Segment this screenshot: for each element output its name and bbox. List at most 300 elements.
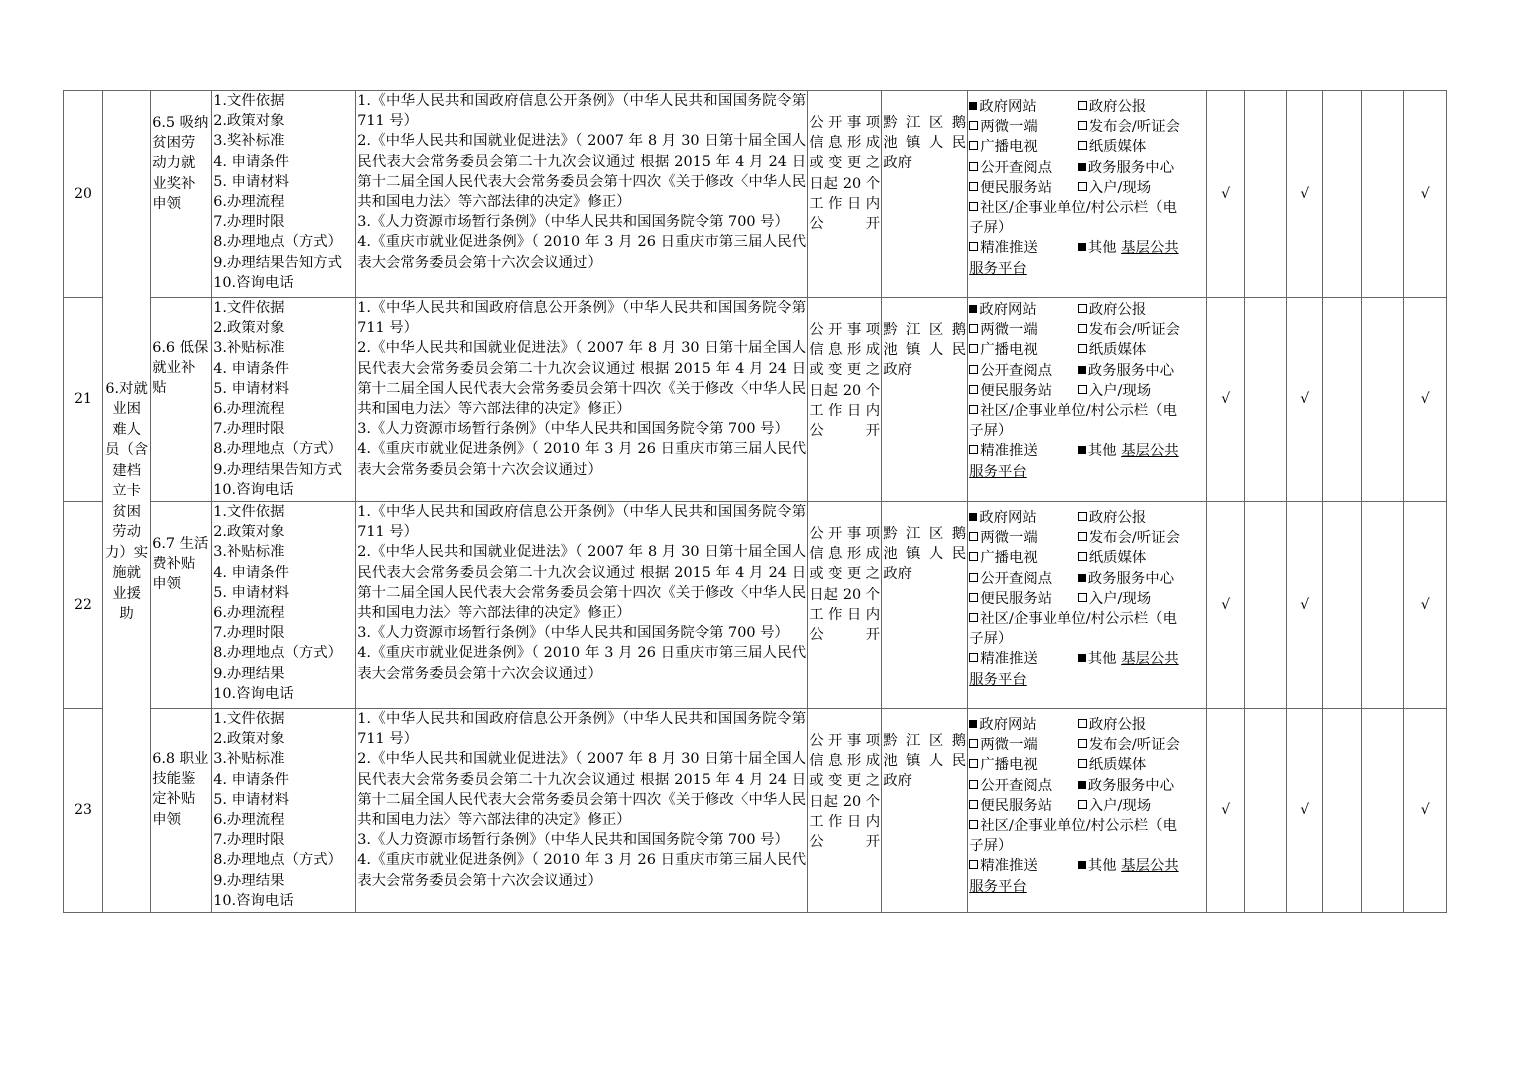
channel-list [969, 715, 1205, 816]
channel-label: 政府公报 [1088, 302, 1147, 318]
check-cell [1207, 91, 1245, 298]
unchecked-box-icon [1078, 101, 1087, 110]
basis-item: 3.《人力资源市场暂行条例》（中华人民共和国国务院令第 700 号） [357, 625, 789, 642]
check-mark: √ [1221, 391, 1231, 408]
check-mark: √ [1300, 391, 1310, 408]
time-limit-line: 工作日内 [809, 402, 881, 419]
unchecked-box-icon [969, 385, 978, 394]
content-item: 7.办理时限 [213, 421, 285, 438]
item-name-cell [151, 298, 212, 502]
unchecked-box-icon [969, 182, 978, 191]
channel-option [969, 508, 1078, 528]
subject-line: 黔 江 区 鹅 [883, 115, 967, 131]
check-mark: √ [1420, 802, 1430, 819]
time-limit-line: 或变更之 [809, 773, 881, 790]
channel-list-bottom [969, 441, 1205, 461]
channel-label: 纸质媒体 [1088, 342, 1147, 359]
unchecked-box-icon [1078, 385, 1087, 394]
time-limit-line: 工作日内 [809, 195, 881, 212]
channel-option [969, 340, 1078, 360]
content-item: 1.文件依据 [213, 93, 285, 109]
channel-cell [968, 91, 1207, 298]
checked-box-icon [1078, 861, 1086, 869]
time-limit-cell [808, 502, 882, 709]
channel-label: 入户/现场 [1088, 382, 1152, 399]
time-limit-cell [808, 709, 882, 913]
unchecked-box-icon [1078, 800, 1087, 809]
content-cell [212, 709, 356, 913]
item-name-cell [151, 502, 212, 709]
time-limit-line: 公开事项 [809, 115, 881, 131]
basis-item: 2.《中华人民共和国就业促进法》（ 2007 年 8 月 30 日第十届全国人民代表大会常务委员会第二十九次会议通过 根据 2015 年 4 月 24 日第十二届全国人民代表大会常务委员会第十四次《关于修改〈中华人民共和国电力法〉等六部法律的决定》修正） [357, 544, 807, 622]
basis-item: 1.《中华人民共和国政府信息公开条例》（中华人民共和国国务院令第 711 号） [357, 711, 807, 748]
channel-option [969, 381, 1078, 401]
row-number: 23 [64, 709, 103, 913]
unchecked-box-icon [969, 365, 978, 374]
channel-row [969, 796, 1205, 816]
channel-option [1078, 340, 1205, 360]
channel-row [969, 361, 1205, 381]
content-item: 10.咨询电话 [213, 685, 294, 702]
category-line: 建档 [112, 462, 141, 479]
check-cell [1207, 298, 1245, 502]
channel-option [969, 569, 1078, 589]
check-cell [1404, 709, 1447, 913]
check-mark: √ [1221, 185, 1231, 202]
item-name-line: 定补贴 [152, 791, 196, 808]
channel-cell [968, 502, 1207, 709]
unchecked-box-icon [1078, 324, 1087, 333]
content-item: 8.办理地点（方式） [213, 234, 343, 251]
channel-label: 其他 [1087, 651, 1117, 668]
unchecked-box-icon [969, 202, 978, 211]
channel-option [969, 715, 1078, 735]
channel-other-value: 服务平台 [969, 671, 1027, 688]
time-limit-line: 公开事项 [809, 526, 881, 542]
unchecked-box-icon [1078, 719, 1087, 728]
channel-label: 便民服务站 [980, 179, 1053, 196]
category-line: 力）实 [105, 544, 149, 561]
row-number: 22 [64, 502, 103, 709]
category-line: 劳动 [112, 524, 141, 540]
item-name-cell [151, 709, 212, 913]
item-name-line: 申领 [152, 195, 181, 212]
subject-line: 黔 江 区 鹅 [883, 526, 967, 542]
content-item: 6.办理流程 [213, 605, 285, 622]
time-limit-line: 公开事项 [809, 733, 881, 749]
content-item: 8.办理地点（方式） [213, 852, 343, 869]
channel-option [1078, 320, 1205, 340]
category-line: 业困 [112, 401, 141, 417]
category-line: 员（含 [105, 442, 149, 458]
checked-box-icon [1078, 446, 1086, 454]
channel-community-line: 子屏） [969, 838, 1013, 855]
subject-cell [882, 298, 968, 502]
channel-row [969, 649, 1205, 669]
channel-option [1078, 796, 1205, 816]
content-item: 4. 申请条件 [213, 771, 290, 788]
channel-option [1078, 548, 1205, 568]
channel-label: 纸质媒体 [1088, 757, 1147, 774]
channel-option [969, 137, 1078, 157]
channel-community-line: 子屏） [969, 631, 1013, 648]
category-line: 助 [119, 606, 134, 622]
check-cell [1323, 91, 1362, 298]
category-line: 难人 [112, 421, 141, 438]
content-item: 2.政策对象 [213, 113, 285, 130]
channel-option [969, 441, 1078, 461]
unchecked-box-icon [1078, 512, 1087, 521]
category-line: 业援 [112, 585, 141, 602]
check-cell [1362, 709, 1404, 913]
check-cell [1362, 91, 1404, 298]
unchecked-box-icon [969, 445, 978, 454]
checked-box-icon [1078, 781, 1086, 789]
time-limit-line: 或变更之 [809, 155, 881, 172]
unchecked-box-icon [1078, 593, 1087, 602]
channel-list-bottom [969, 856, 1205, 876]
basis-item: 2.《中华人民共和国就业促进法》（ 2007 年 8 月 30 日第十届全国人民代表大会常务委员会第二十九次会议通过 根据 2015 年 4 月 24 日第十二届全国人民代表大会常务委员会第十四次《关于修改〈中华人民共和国电力法〉等六部法律的决定》修正） [357, 133, 807, 211]
time-limit-cell [808, 298, 882, 502]
channel-label: 公开查阅点 [980, 362, 1053, 379]
basis-cell [356, 91, 808, 298]
channel-option [969, 649, 1078, 669]
table-row [64, 709, 1447, 913]
channel-row [969, 569, 1205, 589]
channel-cell [968, 709, 1207, 913]
content-item: 5. 申请材料 [213, 173, 290, 190]
channel-option [969, 796, 1078, 816]
time-limit-line: 或变更之 [809, 566, 881, 583]
unchecked-box-icon [969, 653, 978, 662]
time-limit-line: 日起 20 个 [809, 586, 881, 603]
channel-row [969, 441, 1205, 461]
channel-option [969, 361, 1078, 381]
checked-box-icon [1078, 366, 1086, 374]
check-mark: √ [1420, 596, 1430, 613]
channel-other-value: 基层公共 [1121, 651, 1179, 668]
time-limit-line: 信息形成 [809, 342, 881, 359]
unchecked-box-icon [1078, 141, 1087, 150]
channel-label: 两微一端 [980, 530, 1038, 547]
channel-option [969, 117, 1078, 137]
category-line: 施就 [112, 565, 141, 581]
item-name-line: 申领 [152, 811, 181, 828]
channel-option [1078, 158, 1205, 178]
check-cell [1287, 502, 1323, 709]
basis-item: 4.《重庆市就业促进条例》（ 2010 年 3 月 26 日重庆市第三届人民代表大会常务委员会第十六次会议通过） [357, 441, 807, 478]
channel-community-line [969, 609, 1205, 629]
content-item: 2.政策对象 [213, 320, 285, 337]
channel-label: 其他 [1087, 858, 1117, 875]
subject-line: 黔 江 区 鹅 [883, 322, 967, 338]
check-cell [1287, 91, 1323, 298]
check-cell [1287, 298, 1323, 502]
unchecked-box-icon [1078, 532, 1087, 541]
channel-row [969, 238, 1205, 258]
channel-row [969, 508, 1205, 528]
item-name-line: 费补贴 [152, 556, 196, 573]
item-name-line: 贴 [152, 380, 167, 397]
subject-cell [882, 91, 968, 298]
channel-list-bottom [969, 649, 1205, 669]
content-item: 6.办理流程 [213, 401, 285, 418]
channel-option [1078, 776, 1205, 796]
content-item: 7.办理时限 [213, 832, 285, 849]
item-name-line: 6.6 低保 [152, 340, 209, 356]
channel-row [969, 735, 1205, 755]
channel-row [969, 776, 1205, 796]
item-name-line: 6.8 职业 [152, 751, 209, 767]
channel-label: 便民服务站 [980, 590, 1053, 607]
channel-option [969, 238, 1078, 258]
category-cell [103, 91, 151, 913]
unchecked-box-icon [969, 613, 978, 622]
channel-option [969, 548, 1078, 568]
channel-community-line [969, 198, 1205, 218]
channel-label: 政府网站 [979, 510, 1037, 526]
unchecked-box-icon [969, 121, 978, 130]
check-cell [1323, 502, 1362, 709]
unchecked-box-icon [969, 739, 978, 748]
channel-label: 精准推送 [980, 858, 1038, 875]
channel-option [1078, 649, 1205, 669]
category-line: 贫困 [112, 503, 141, 520]
item-name-line: 业奖补 [152, 175, 196, 192]
channel-row [969, 137, 1205, 157]
channel-row [969, 715, 1205, 735]
channel-option [969, 776, 1078, 796]
content-item: 2.政策对象 [213, 524, 285, 541]
unchecked-box-icon [969, 800, 978, 809]
channel-option [1078, 178, 1205, 198]
time-limit-line: 信息形成 [809, 135, 881, 152]
channel-row [969, 158, 1205, 178]
unchecked-box-icon [969, 759, 978, 768]
check-cell [1404, 91, 1447, 298]
channel-option [969, 856, 1078, 876]
channel-label: 精准推送 [980, 443, 1038, 460]
channel-row [969, 856, 1205, 876]
channel-label: 纸质媒体 [1088, 139, 1147, 156]
channel-option [1078, 569, 1205, 589]
content-item: 9.办理结果 [213, 872, 285, 889]
channel-label: 入户/现场 [1088, 797, 1152, 814]
content-item: 6.办理流程 [213, 812, 285, 829]
channel-label: 政府网站 [979, 302, 1037, 318]
time-limit-cell [808, 91, 882, 298]
content-item: 3.奖补标准 [213, 133, 285, 150]
channel-other-value: 服务平台 [969, 878, 1027, 895]
channel-row [969, 589, 1205, 609]
unchecked-box-icon [1078, 121, 1087, 130]
channel-label: 政府网站 [979, 717, 1037, 733]
channel-row [969, 381, 1205, 401]
table-row [64, 298, 1447, 502]
channel-label: 入户/现场 [1088, 590, 1152, 607]
check-mark: √ [1420, 391, 1430, 408]
channel-label: 政府公报 [1088, 510, 1147, 526]
basis-cell [356, 502, 808, 709]
channel-label: 广播电视 [980, 139, 1038, 156]
content-item: 5. 申请材料 [213, 791, 290, 808]
subject-line: 政府 [883, 566, 912, 583]
unchecked-box-icon [969, 593, 978, 602]
channel-label: 入户/现场 [1088, 179, 1152, 196]
time-limit-line: 工作日内 [809, 813, 881, 830]
channel-label: 公开查阅点 [980, 777, 1053, 794]
table-row [64, 502, 1447, 709]
check-cell [1404, 502, 1447, 709]
channel-row [969, 528, 1205, 548]
checked-box-icon [969, 305, 977, 313]
channel-row [969, 340, 1205, 360]
channel-label: 发布会/听证会 [1088, 737, 1180, 754]
checked-box-icon [1078, 654, 1086, 662]
check-cell [1362, 502, 1404, 709]
basis-item: 3.《人力资源市场暂行条例》（中华人民共和国国务院令第 700 号） [357, 832, 789, 849]
unchecked-box-icon [1078, 759, 1087, 768]
unchecked-box-icon [1078, 304, 1087, 313]
basis-cell [356, 298, 808, 502]
channel-option [1078, 508, 1205, 528]
channel-list-bottom [969, 238, 1205, 258]
subject-line: 政府 [883, 773, 912, 790]
channel-option [1078, 361, 1205, 381]
item-name-line: 6.5 吸纳 [152, 115, 209, 131]
unchecked-box-icon [969, 532, 978, 541]
channel-option [969, 735, 1078, 755]
content-item: 3.补贴标准 [213, 340, 285, 357]
check-cell [1404, 298, 1447, 502]
table-row [64, 91, 1447, 298]
basis-item: 4.《重庆市就业促进条例》（ 2010 年 3 月 26 日重庆市第三届人民代表大会常务委员会第十六次会议通过） [357, 852, 807, 889]
time-limit-line: 公开事项 [809, 322, 881, 338]
unchecked-box-icon [969, 780, 978, 789]
channel-label: 广播电视 [980, 550, 1038, 567]
content-cell [212, 298, 356, 502]
unchecked-box-icon [1078, 182, 1087, 191]
item-name-line: 动力就 [152, 155, 196, 172]
channel-option [1078, 755, 1205, 775]
basis-item: 3.《人力资源市场暂行条例》（中华人民共和国国务院令第 700 号） [357, 421, 789, 438]
time-limit-line: 公开 [809, 423, 881, 440]
channel-label: 政府公报 [1088, 99, 1147, 115]
channel-label: 广播电视 [980, 757, 1038, 774]
unchecked-box-icon [969, 242, 978, 251]
content-item: 5. 申请材料 [213, 380, 290, 397]
basis-item: 1.《中华人民共和国政府信息公开条例》（中华人民共和国国务院令第 711 号） [357, 300, 807, 337]
channel-option [1078, 856, 1205, 876]
content-item: 4. 申请条件 [213, 564, 290, 581]
basis-item: 1.《中华人民共和国政府信息公开条例》（中华人民共和国国务院令第 711 号） [357, 504, 807, 541]
content-item: 10.咨询电话 [213, 481, 294, 498]
check-mark: √ [1300, 596, 1310, 613]
basis-cell [356, 709, 808, 913]
channel-option [969, 300, 1078, 320]
channel-community-line: 子屏） [969, 423, 1013, 440]
channel-community-line [969, 401, 1205, 421]
check-cell [1245, 709, 1287, 913]
check-cell [1245, 502, 1287, 709]
channel-label: 政府公报 [1088, 717, 1147, 733]
check-cell [1287, 709, 1323, 913]
channel-option [969, 178, 1078, 198]
check-mark: √ [1221, 802, 1231, 819]
time-limit-line: 日起 20 个 [809, 175, 881, 192]
subject-line: 黔 江 区 鹅 [883, 733, 967, 749]
content-item: 9.办理结果告知方式 [213, 254, 343, 271]
channel-label: 便民服务站 [980, 797, 1053, 814]
unchecked-box-icon [969, 344, 978, 353]
time-limit-line: 日起 20 个 [809, 382, 881, 399]
channel-option [1078, 715, 1205, 735]
content-item: 1.文件依据 [213, 504, 285, 520]
channel-option [1078, 381, 1205, 401]
channel-option [969, 158, 1078, 178]
checked-box-icon [1078, 163, 1086, 171]
channel-row [969, 755, 1205, 775]
channel-option [969, 528, 1078, 548]
category-line: 6.对就 [105, 380, 148, 397]
time-limit-line: 工作日内 [809, 606, 881, 623]
channel-option [1078, 441, 1205, 461]
time-limit-line: 日起 20 个 [809, 793, 881, 810]
channel-row [969, 320, 1205, 340]
unchecked-box-icon [969, 860, 978, 869]
channel-label: 发布会/听证会 [1088, 322, 1180, 339]
channel-option [1078, 97, 1205, 117]
row-number: 20 [64, 91, 103, 298]
basis-item: 4.《重庆市就业促进条例》（ 2010 年 3 月 26 日重庆市第三届人民代表大会常务委员会第十六次会议通过） [357, 234, 807, 271]
channel-label: 便民服务站 [980, 382, 1053, 399]
time-limit-line: 公开 [809, 834, 881, 851]
item-name-line: 就业补 [152, 360, 196, 377]
basis-item: 1.《中华人民共和国政府信息公开条例》（中华人民共和国国务院令第 711 号） [357, 93, 807, 130]
checked-box-icon [969, 720, 977, 728]
subject-line: 政府 [883, 362, 912, 379]
content-item: 9.办理结果告知方式 [213, 461, 343, 478]
channel-row [969, 178, 1205, 198]
check-cell [1323, 298, 1362, 502]
checked-box-icon [969, 102, 977, 110]
channel-label: 精准推送 [980, 651, 1038, 668]
channel-other-value: 服务平台 [969, 463, 1027, 480]
basis-item: 4.《重庆市就业促进条例》（ 2010 年 3 月 26 日重庆市第三届人民代表大会常务委员会第十六次会议通过） [357, 645, 807, 682]
channel-row [969, 300, 1205, 320]
channel-option [1078, 589, 1205, 609]
channel-option [1078, 117, 1205, 137]
channel-label: 两微一端 [980, 119, 1038, 136]
channel-other-value: 基层公共 [1121, 240, 1179, 257]
category-line: 立卡 [112, 483, 141, 499]
unchecked-box-icon [969, 324, 978, 333]
channel-label: 广播电视 [980, 342, 1038, 359]
content-item: 7.办理时限 [213, 214, 285, 231]
disclosure-table [63, 90, 1447, 913]
content-item: 8.办理地点（方式） [213, 645, 343, 662]
channel-label: 政府网站 [979, 99, 1037, 115]
channel-label: 社区/企事业单位/村公示栏（电 [980, 611, 1177, 628]
item-name-line: 申领 [152, 576, 181, 593]
channel-label: 纸质媒体 [1088, 550, 1147, 567]
content-cell [212, 502, 356, 709]
time-limit-line: 信息形成 [809, 546, 881, 563]
item-name-line: 贫困劳 [152, 135, 196, 152]
content-item: 3.补贴标准 [213, 751, 285, 768]
channel-label: 公开查阅点 [980, 570, 1053, 587]
content-item: 8.办理地点（方式） [213, 441, 343, 458]
